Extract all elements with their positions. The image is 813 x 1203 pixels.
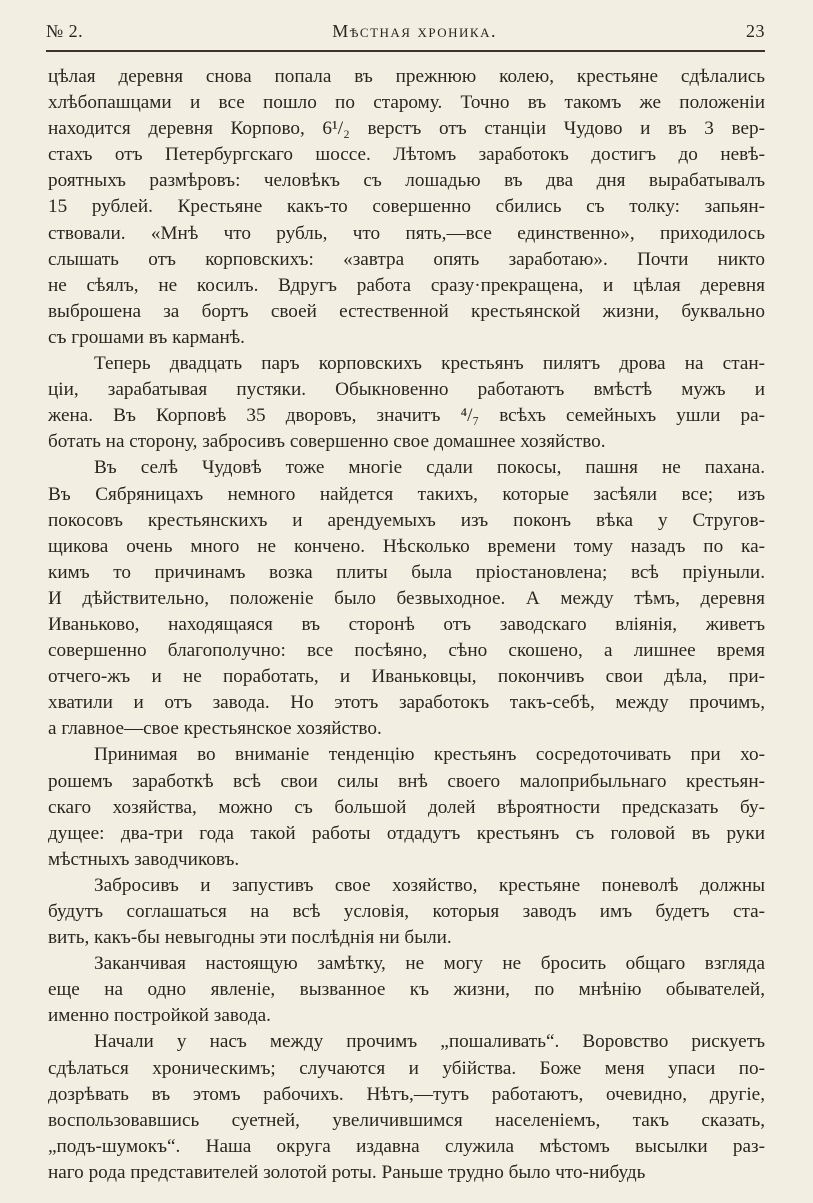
- text-line: дозрѣвать въ этомъ рабочихъ. Нѣтъ,—тутъ работаютъ, очевидно, другіе,: [48, 1083, 765, 1105]
- text-line: отчего-жъ и не поработать, и Иваньковцы, покончивъ свои дѣла, при-: [48, 666, 765, 688]
- text-line: скаго хозяйства, можно съ большой долей вѣроятности предсказать бу-: [48, 796, 765, 818]
- text-line: будутъ соглашаться на всѣ условія, которыя заводъ имъ будетъ ста-: [48, 901, 765, 922]
- text-line: 15 рублей. Крестьяне какъ-то совершенно сбились съ толку: запьян-: [48, 196, 765, 218]
- text-line: Въ Сябряницахъ немного найдется такихъ, которые засѣяли все; изъ: [48, 483, 765, 505]
- text-line: Начали у насъ между прочимъ „пошаливать“. Воровство рискуетъ: [94, 1031, 765, 1053]
- text-line: воспользовавшись суетней, увеличившимся населеніемъ, такъ сказать,: [48, 1109, 765, 1131]
- article-body: [48, 64, 765, 1186]
- text-line: кимъ то причинамъ возка плиты была пріостановлена; всѣ пріуныли.: [48, 561, 765, 583]
- text-line: Иваньково, находящаяся въ сторонѣ отъ заводскаго вліянія, живетъ: [48, 613, 765, 635]
- text-line: хватили и отъ завода. Но этотъ заработокъ такъ-себѣ, между прочимъ,: [48, 692, 765, 714]
- text-line: не сѣялъ, не косилъ. Вдругъ работа сразу·прекращена, и цѣлая деревня: [48, 274, 765, 296]
- text-line: стахъ отъ Петербургскаго шоссе. Лѣтомъ заработокъ достигъ до невѣ-: [48, 144, 765, 166]
- text-line: рошемъ заработкѣ всѣ свои силы внѣ своего малоприбыльнаго крестьян-: [48, 770, 765, 792]
- text-line: именно постройкой завода.: [48, 1005, 271, 1027]
- text-line: покосовъ крестьянскихъ и арендуемыхъ изъ поконъ вѣка у Стругов-: [48, 509, 765, 531]
- text-line: цѣлая деревня снова попала въ прежнюю колею, крестьяне сдѣлались: [48, 66, 765, 87]
- text-line: И дѣйствительно, положеніе было безвыходное. А между тѣмъ, деревня: [48, 587, 765, 609]
- text-line: Принимая во вниманіе тенденцію крестьянъ сосредоточивать при хо-: [94, 744, 765, 766]
- text-line: ствовали. «Мнѣ что рубль, что пять,—все единственно», приходилось: [48, 222, 765, 244]
- text-line: Забросивъ и запустивъ свое хозяйство, крестьяне поневолѣ должны: [94, 874, 765, 896]
- text-line: ботать на сторону, забросивъ совершенно свое домашнее хозяйство.: [48, 431, 606, 453]
- text-line: щикова очень много не кончено. Нѣсколько времени тому назадъ по ка-: [48, 535, 765, 557]
- text-line: роятныхъ размѣровъ: человѣкъ съ лошадью въ два дня вырабатывалъ: [48, 170, 765, 192]
- text-line: мѣстныхъ заводчиковъ.: [48, 848, 240, 870]
- text-line: сдѣлаться хроническимъ; случаются и убійства. Боже меня упаси по-: [48, 1057, 765, 1079]
- text-line: Въ селѣ Чудовѣ тоже многіе сдали покосы, пашня не пахана.: [94, 457, 765, 479]
- text-line: наго рода представителей золотой роты. Раньше трудно было что-нибудь: [48, 1161, 646, 1183]
- text-line: Теперь двадцать паръ корповскихъ крестьянъ пилятъ дрова на стан-: [94, 353, 765, 375]
- text-line: дущее: два-три года такой работы отдадутъ крестьянъ съ головой въ руки: [48, 822, 765, 844]
- text-line: съ грошами въ карманѣ.: [48, 326, 245, 348]
- text-line: Заканчивая настоящую замѣтку, не могу не бросить общаго взгляда: [94, 953, 765, 975]
- running-header: [46, 18, 765, 44]
- text-line: выброшена за бортъ своей естественной крестьянской жизни, буквально: [48, 300, 765, 322]
- paragraph: [48, 351, 765, 455]
- text-line: еще на одно явленіе, вызванное къ жизни, по мнѣнію обывателей,: [48, 979, 765, 1001]
- paragraph: [48, 64, 765, 351]
- text-line: вить, какъ-бы невыгодны эти послѣднія ни были.: [48, 927, 452, 949]
- text-line: жена. Въ Корповѣ 35 дворовъ, значитъ ⁴/₇ всѣхъ семейныхъ ушли ра-: [48, 405, 765, 427]
- paragraph: [48, 455, 765, 742]
- header-rule: [46, 50, 765, 52]
- paragraph: [48, 873, 765, 951]
- text-line: „подъ-шумокъ“. Наша округа издавна служила мѣстомъ высылки раз-: [48, 1135, 765, 1157]
- paragraph: [48, 742, 765, 872]
- text-line: ціи, зарабатывая пустяки. Обыкновенно работаютъ вмѣстѣ мужъ и: [48, 379, 765, 401]
- text-line: находится деревня Корпово, 6¹/₂ верстъ отъ станціи Чудово и въ 3 вер-: [48, 118, 765, 140]
- page-number: 23: [745, 20, 765, 41]
- text-line: хлѣбопашцами и все пошло по старому. Точно въ такомъ же положеніи: [48, 92, 765, 114]
- text-line: совершенно благополучно: все посѣяно, сѣно скошено, а лишнее время: [48, 640, 765, 662]
- text-line: а главное—свое крестьянское хозяйство.: [48, 718, 382, 740]
- paragraph: [48, 951, 765, 1029]
- section-title: Мѣстная хроника.: [332, 20, 497, 41]
- text-line: слышать отъ корповскихъ: «завтра опять заработаю». Почти никто: [48, 248, 765, 270]
- paragraph: [48, 1029, 765, 1186]
- issue-number: № 2.: [46, 20, 84, 41]
